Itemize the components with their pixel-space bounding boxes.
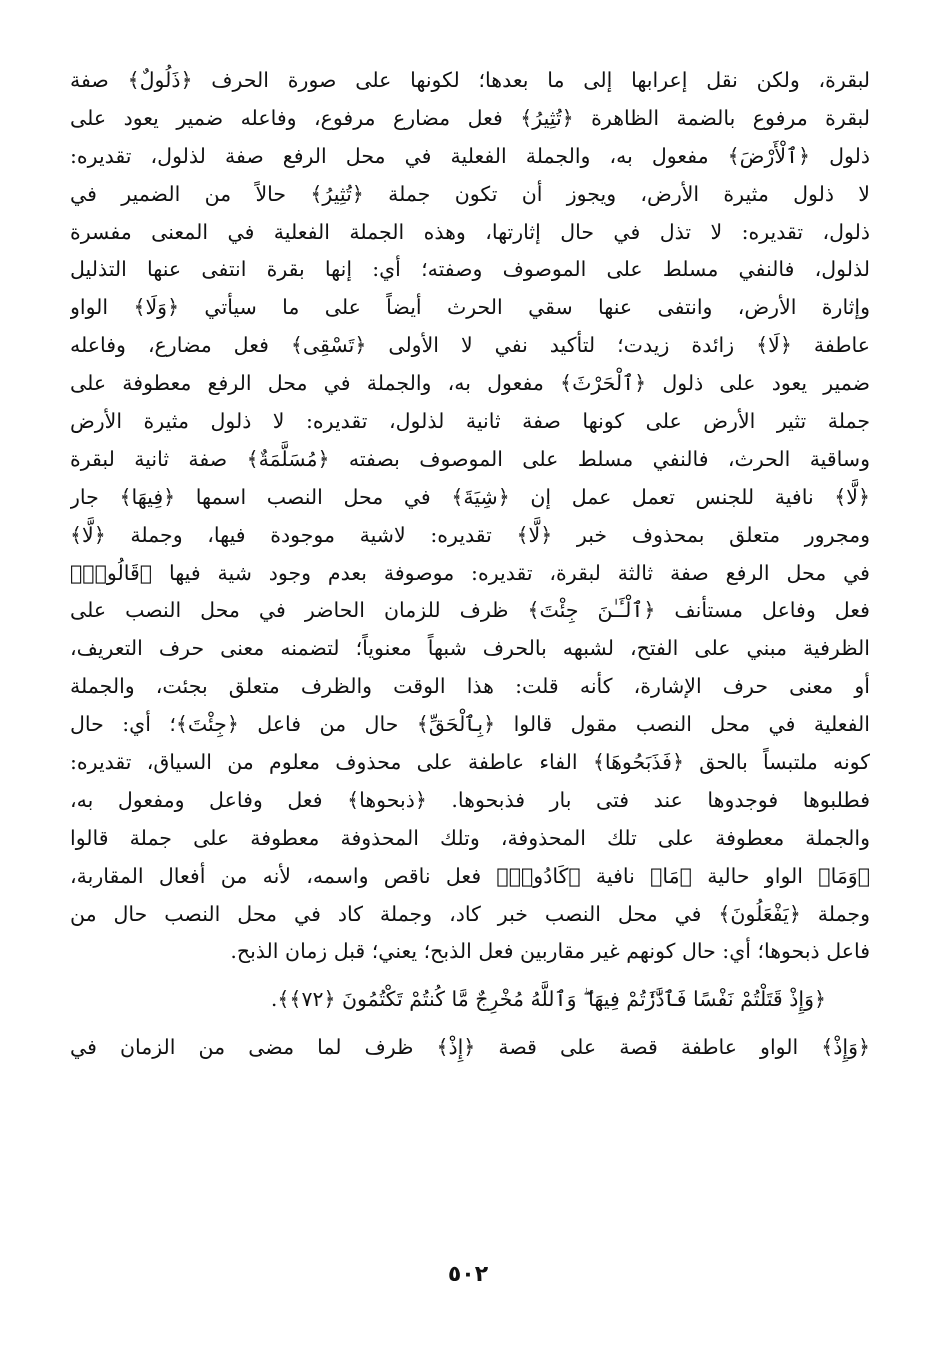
text-line: وإثارة الأرض، وانتفى عنها سقي الحرث أيضاً على ما سيأتي ﴿وَلَا﴾ الواو — [70, 295, 870, 320]
text-line-closing: ﴿وَإِذْ﴾ الواو عاطفة قصة على قصة ﴿إِذْ﴾ ظرف لما مضى من الزمان في — [70, 1035, 870, 1060]
text-line: فاعل ذبحوها؛ أي: حال كونهم غير مقاربين فعل الذبح؛ يعني؛ قبل زمان الذبح. — [230, 939, 870, 964]
text-line: كونه ملتبساً بالحق ﴿فَذَبَحُوهَا﴾ الفاء عاطفة على محذوف معلوم من السياق، تقديره: — [70, 750, 870, 775]
text-line: لبقرة، ولكن نقل إعرابها إلى ما بعدها؛ لكونها على صورة الحرف ﴿ذَلُولٌ﴾ صفة — [70, 68, 870, 92]
text-line: لبقرة مرفوع بالضمة الظاهرة ﴿تُثِيرُ﴾ فعل مضارع مرفوع، وفاعله ضمير يعود على — [70, 105, 870, 130]
text-line: فطلبوها فوجدوها عند فتى بار فذبحوها. ﴿ذبحوها﴾ فعل وفاعل ومفعول به، — [70, 787, 870, 812]
document-body — [70, 62, 870, 1067]
quran-verse: ﴿وَإِذْ قَتَلْتُمْ نَفْسًا فَٱدَّٰرَٰٔتُمْ فِيهَا ۖ وَٱللَّهُ مُخْرِجٌ مَّا كُنتُمْ تَكْتُمُونَ ﴿٧٢﴾﴾. — [270, 987, 826, 1012]
text-line: فعل وفاعل مستأنف ﴿ٱلْـَٔـٰنَ جِئْتَ﴾ ظرف للزمان الحاضر في محل النصب على — [70, 598, 870, 623]
text-line: ﴿لَّا﴾ نافية للجنس تعمل عمل إن ﴿شِيَةَ﴾ في محل النصب اسمها ﴿فِيهَا﴾ جار — [70, 484, 870, 509]
page-number: ٥٠٢ — [447, 1262, 489, 1287]
text-line: والجملة معطوفة على تلك المحذوفة، وتلك المحذوفة معطوفة على جملة قالوا — [70, 825, 870, 850]
text-line: لذلول، فالنفي مسلط على الموصوف وصفته؛ أي: إنها بقرة انتفى عنها التذليل — [70, 257, 870, 282]
text-line: وجملة ﴿يَفْعَلُونَ﴾ في محل النصب خبر كاد، وجملة كاد في محل النصب حال من — [70, 901, 870, 926]
spacer — [70, 1019, 870, 1029]
text-line: ومجرور متعلق بمحذوف خبر ﴿لَّا﴾ تقديره: لاشية موجودة فيها، وجملة ﴿لَّا﴾ — [70, 522, 870, 547]
text-line: ذلول ﴿ٱلْأَرْضَ﴾ مفعول به، والجملة الفعلية في محل الرفع صفة لذلول، تقديره: — [70, 143, 870, 168]
text-line: في محل الرفع صفة ثالثة لبقرة، تقديره: موصوفة بعدم وجود شية فيها ﴿قَالُوا۟﴾ — [70, 560, 870, 585]
text-line: ضمير يعود على ذلول ﴿ٱلْحَرْثَ﴾ مفعول به، والجملة في محل الرفع معطوفة على — [70, 371, 870, 396]
text-line: ﴿وَمَا﴾ الواو حالية ﴿مَا﴾ نافية ﴿كَادُوا۟﴾ فعل ناقص واسمه، لأنه من أفعال المقاربة، — [70, 863, 870, 888]
text-line: الفعلية في محل النصب مقول قالوا ﴿بِٱلْحَقِّ﴾ حال من فاعل ﴿جِئْتَ﴾؛ أي: حال — [70, 712, 870, 737]
text-line: عاطفة ﴿لَا﴾ زائدة زيدت؛ لتأكيد نفي لا الأولى ﴿تَسْقِى﴾ فعل مضارع، وفاعله — [70, 333, 870, 358]
spacer — [70, 971, 870, 981]
text-line: لا ذلول مثيرة الأرض، ويجوز أن تكون جملة ﴿تُثِيرُ﴾ حالاً من الضمير في — [70, 181, 870, 206]
text-line: وساقية الحرث، فالنفي مسلط على الموصوف بصفته ﴿مُسَلَّمَةٌ﴾ صفة ثانية لبقرة — [70, 446, 870, 471]
text-line: الظرفية مبني على الفتح، لشبهه بالحرف شبهاً معنوياً؛ لتضمنه معنى حرف التعريف، — [70, 636, 870, 661]
text-line: أو معنى حرف الإشارة، كأنه قلت: هذا الوقت والظرف متعلق بجئت، والجملة — [70, 674, 870, 699]
text-line: ذلول، تقديره: لا تذل في حال إثارتها، وهذه الجملة الفعلية في المعنى مفسرة — [70, 219, 870, 244]
text-line: جملة تثير الأرض على كونها صفة ثانية لذلول، تقديره: لا ذلول مثيرة الأرض — [70, 409, 870, 434]
